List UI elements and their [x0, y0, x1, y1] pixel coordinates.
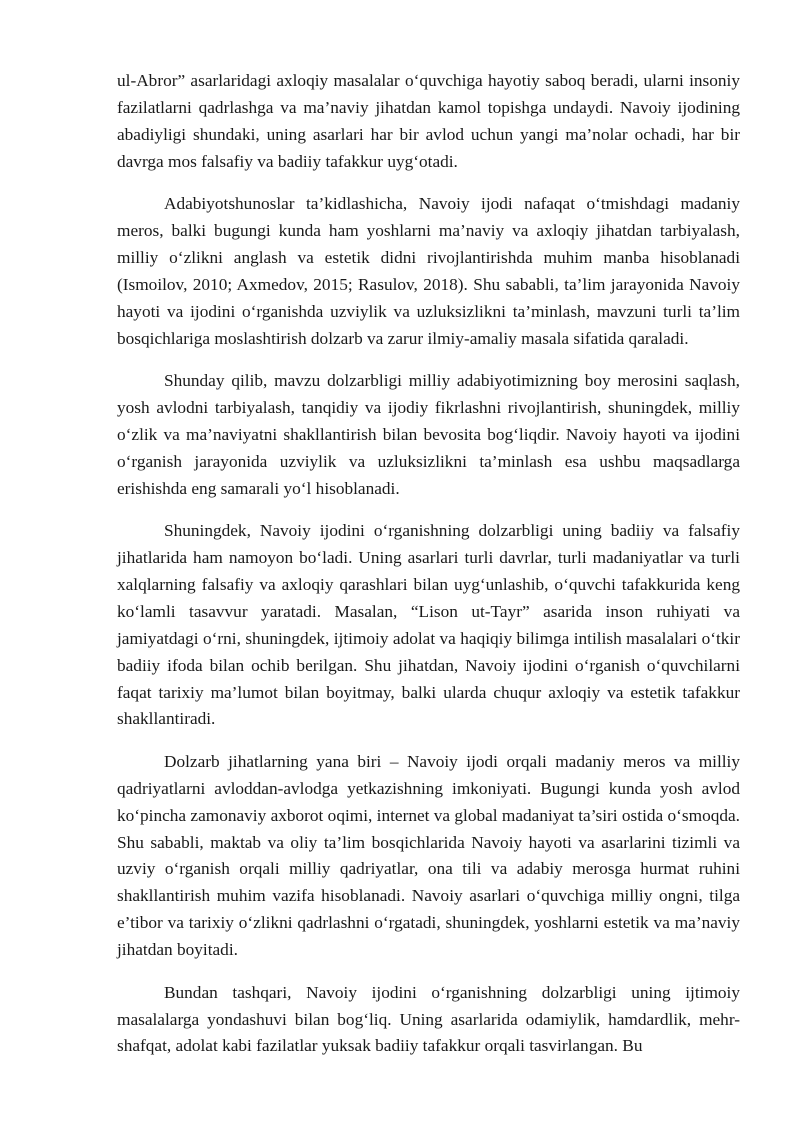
paragraph-relevance-summary: Shunday qilib, mavzu dolzarbligi milliy adabiyotimizning boy merosini saqlash, yosh avlodni tarbiyalash, tanqidiy va ijodiy fikrlashni rivojlantirish, shuningdek, milliy o‘zlik va ma’naviyatni shakllantirish bilan bevosita bog‘liqdir. Navoiy hayoti va ijodini o‘rganish jarayonida uzviylik va uzluksizlikni ta’minlash esa ushbu maqsadlarga erishishda eng samarali yo‘l hisoblanadi. — [117, 371, 740, 498]
paragraph-literary-scholars: Adabiyotshunoslar ta’kidlashicha, Navoiy ijodi nafaqat o‘tmishdagi madaniy meros, balki bugungi kunda ham yoshlarni ma’naviy va axloqiy jihatdan tarbiyalash, milliy o‘zlikni anglash va estetik didni rivojlantirishda muhim manba hisoblanadi (Ismoilov, 2010; Axmedov, 2015; Rasulov, 2018). Shu sababli, ta’lim jarayonida Navoiy hayoti va ijodini o‘rganishda uzviylik va uzluksizlikni ta’minlash, mavzuni turli ta’lim bosqichlariga moslashtirish dolzarb va zarur ilmiy-amaliy masala sifatida qaraladi. — [117, 194, 740, 348]
paragraph-artistic-philosophical: Shuningdek, Navoiy ijodini o‘rganishning dolzarbligi uning badiiy va falsafiy jihatlarida ham namoyon bo‘ladi. Uning asarlari turli davrlar, turli madaniyatlar va turli xalqlarning falsafiy va axloqiy qarashlari bilan uyg‘unlashib, o‘quvchi tafakkurida keng ko‘lamli tasavvur yaratadi. Masalan, “Lison ut-Tayr” asarida inson ruhiyati va jamiyatdagi o‘rni, shuningdek, ijtimoiy adolat va haqiqiy bilimga intilish masalalari o‘tkir badiiy ifoda bilan ochib berilgan. Shu jihatdan, Navoiy ijodini o‘rganish o‘quvchilarni faqat tarixiy ma’lumot bilan boyitmay, balki ularda chuqur axloqiy va estetik tafakkur shakllantiradi. — [117, 521, 740, 729]
document-page — [117, 68, 740, 1076]
paragraph-cultural-heritage: Dolzarb jihatlarning yana biri – Navoiy ijodi orqali madaniy meros va milliy qadriyatlarni avloddan-avlodga yetkazishning imkoniyati. Bugungi kunda yosh avlod ko‘pincha zamonaviy axborot oqimi, internet va global madaniyat ta’siri ostida o‘smoqda. Shu sababli, maktab va oliy ta’lim bosqichlarida Navoiy hayoti va asarlarini tizimli va uzviy o‘rganish orqali milliy qadriyatlar, ona tili va adabiy merosga hurmat ruhini shakllantirish muhim vazifa hisoblanadi. Navoiy asarlari o‘quvchiga milliy ongni, tilga e’tibor va tarixiy o‘zlikni qadrlashni o‘rgatadi, shuningdek, yoshlarni estetik va ma’naviy jihatdan boyitadi. — [117, 751, 740, 960]
paragraph-social-issues: Bundan tashqari, Navoiy ijodini o‘rganishning dolzarbligi uning ijtimoiy masalalarga yondashuvi bilan bog‘liq. Uning asarlarida odamiylik, hamdardlik, mehr-shafqat, adolat kabi fazilatlar yuksak badiiy tafakkur orqali tasvirlangan. Bu — [117, 982, 740, 1056]
paragraph-continuation: ul-Abror” asarlaridagi axloqiy masalalar o‘quvchiga hayotiy saboq beradi, ularni insoniy fazilatlarni qadrlashga va ma’naviy jihatdan kamol topishga undaydi. Navoiy ijodining abadiyligi shundaki, uning asarlari har bir avlod uchun yangi ma’nolar ochadi, har bir davrga mos falsafiy va badiiy tafakkur uyg‘otadi. — [117, 71, 740, 171]
